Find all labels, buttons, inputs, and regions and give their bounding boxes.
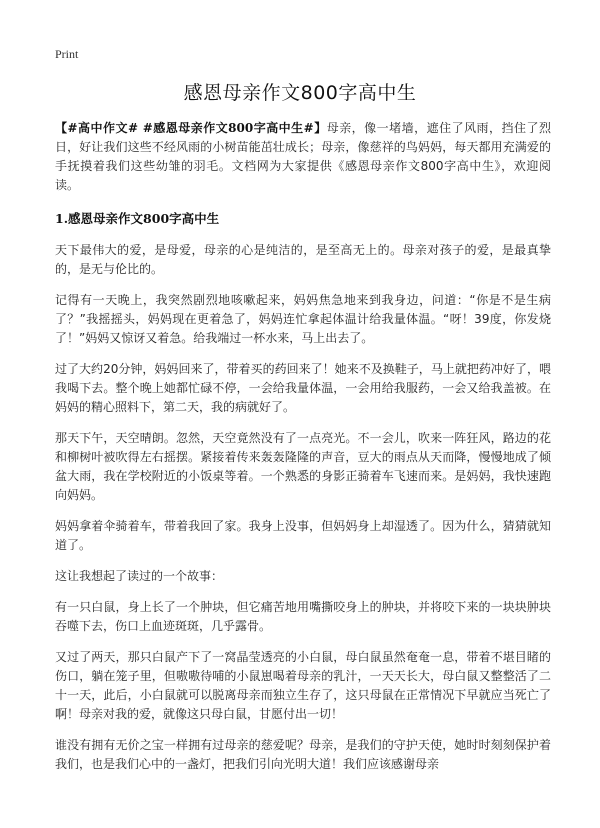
intro-text: 母亲，像一堵墙，遮住了风雨，挡住了烈日，好让我们这些不经风雨的小树苗能茁壮成长；母亲，像慈祥的鸟妈妈，每天都用充满爱的手抚摸着我们这些幼雏的羽毛。文档网为大家提供《感恩母亲作文800字高中生》，欢迎阅读。 <box>55 121 551 192</box>
paragraph: 过了大约20分钟，妈妈回来了，带着买的药回来了！她来不及换鞋子，马上就把药冲好了，喂我喝下去。整个晚上她都忙碌不停，一会给我量体温，一会用给我服药，一会又给我盖被。在妈妈的精心照料下，第二天，我的病就好了。 <box>55 362 551 414</box>
paragraph: 又过了两天，那只白鼠产下了一窝晶莹透亮的小白鼠，母白鼠虽然奄奄一息，带着不堪目睹的伤口，躺在笼子里，但嗷嗷待哺的小鼠崽喝着母亲的乳汁，一天天长大，母白鼠又整整活了二十一天，此后，小白鼠就可以脱离母亲而独立生存了，这只母鼠在正常情况下早就应当死亡了啊！母亲对我的爱，就像这只母白鼠，甘愿付出一切！ <box>55 650 551 721</box>
paragraph: 天下最伟大的爱，是母爱，母亲的心是纯洁的，是至高无上的。母亲对孩子的爱，是最真挚的，是无与伦比的。 <box>55 243 551 276</box>
document-body <box>55 119 551 786</box>
paragraph: 谁没有拥有无价之宝一样拥有过母亲的慈爱呢？母亲，是我们的守护天使，她时时刻刻保护着我们，也是我们心中的一盏灯，把我们引向光明大道！我们应该感谢母亲 <box>55 738 551 771</box>
paragraph: 妈妈拿着伞骑着车，带着我回了家。我身上没事，但妈妈身上却湿透了。因为什么，猜猜就知道了。 <box>55 519 551 552</box>
document-title: 感恩母亲作文800字高中生 <box>183 82 417 104</box>
print-link[interactable]: Print <box>55 47 79 61</box>
section-heading: 1.感恩母亲作文800字高中生 <box>55 211 220 226</box>
paragraph: 那天下午，天空晴朗。忽然，天空竟然没有了一点亮光。不一会儿，吹来一阵狂风，路边的花和柳树叶被吹得左右摇摆。紧接着传来轰轰隆隆的声音，豆大的雨点从天而降，慢慢地成了倾盆大雨，我在学校附近的小饭桌等着。一个熟悉的身影正骑着车飞速而来。是妈妈，我快速跑向妈妈。 <box>55 431 551 502</box>
paragraph: 有一只白鼠，身上长了一个肿块，但它痛苦地用嘴撕咬身上的肿块，并将咬下来的一块块肿块吞噬下去，伤口上血迹斑斑，几乎露骨。 <box>55 600 551 633</box>
paragraph: 这让我想起了读过的一个故事： <box>55 569 224 583</box>
intro-tag: 【#高中作文# #感恩母亲作文800字高中生#】 <box>55 121 327 135</box>
paragraph: 记得有一天晚上，我突然剧烈地咳嗽起来，妈妈焦急地来到我身边，问道：“你是不是生病了？”我摇摇头，妈妈现在更着急了，妈妈连忙拿起体温计给我量体温。“呀！39度，你发烧了！”妈妈又惊讶又着急。给我端过一杯水来，马上出去了。 <box>55 293 551 345</box>
intro-paragraph <box>55 119 551 195</box>
